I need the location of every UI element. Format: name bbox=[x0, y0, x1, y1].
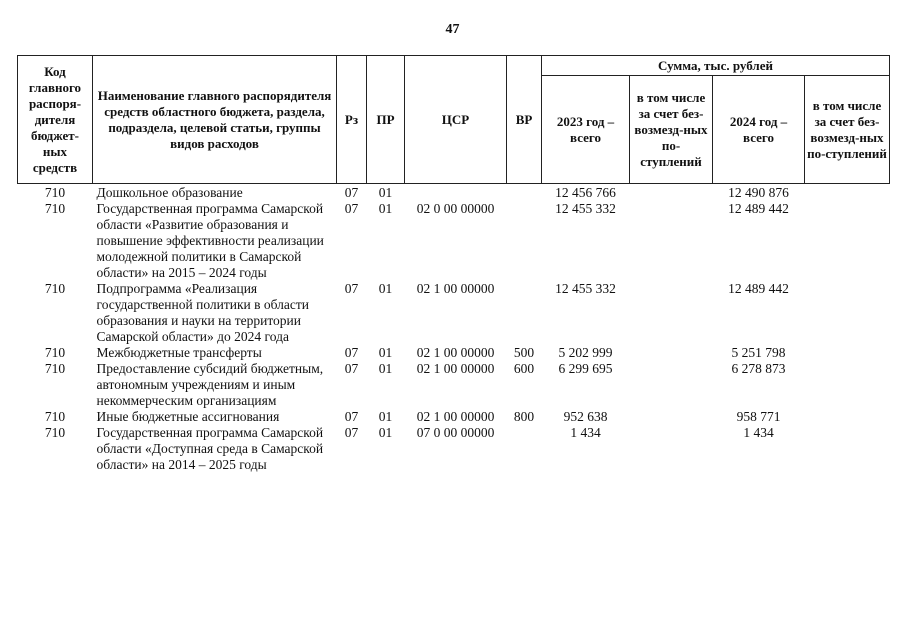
row-2023-grant bbox=[630, 201, 713, 281]
row-csr: 02 1 00 00000 bbox=[416, 409, 495, 424]
header-code: Код главного распоря-дителя бюджет-ных средств bbox=[18, 56, 93, 184]
row-pr: 01 bbox=[378, 409, 393, 424]
row-2023-grant bbox=[630, 281, 713, 345]
header-name: Наименование главного распорядителя средств областного бюджета, раздела, подраздела, целевой статьи, группы видов расходов bbox=[93, 56, 337, 184]
row-2024-grant bbox=[805, 425, 890, 473]
row-2023-total: 1 434 bbox=[570, 425, 601, 440]
row-name: Иные бюджетные ассигнования bbox=[96, 409, 280, 424]
table-row bbox=[18, 184, 890, 202]
row-csr: 02 1 00 00000 bbox=[416, 361, 495, 376]
row-code: 710 bbox=[44, 425, 66, 440]
row-2024-total: 6 278 873 bbox=[731, 361, 786, 376]
header-2023-total: 2023 год – всего bbox=[542, 76, 630, 184]
row-2023-grant bbox=[630, 184, 713, 202]
row-code: 710 bbox=[44, 345, 66, 360]
row-name: Государственная программа Самарской области «Развитие образования и повышение эффективности реализации молодежной политики в Самарской области» на 2015 – 2024 годы bbox=[96, 201, 324, 280]
table-row bbox=[18, 361, 890, 409]
row-csr: 02 1 00 00000 bbox=[416, 345, 495, 360]
row-name: Подпрограмма «Реализация государственной политики в области образования и науки на территории Самарской области» до 2024 года bbox=[96, 281, 310, 344]
row-csr: 02 0 00 00000 bbox=[416, 201, 495, 216]
row-2024-total: 958 771 bbox=[736, 409, 781, 424]
row-vr bbox=[507, 201, 542, 281]
row-code: 710 bbox=[44, 361, 66, 376]
row-2024-total: 12 489 442 bbox=[728, 201, 789, 216]
header-csr: ЦСР bbox=[405, 56, 507, 184]
row-csr: 02 1 00 00000 bbox=[416, 281, 495, 296]
row-rz: 07 bbox=[344, 345, 359, 360]
table-row bbox=[18, 281, 890, 345]
table-row bbox=[18, 425, 890, 473]
row-pr: 01 bbox=[378, 281, 393, 296]
table-row bbox=[18, 201, 890, 281]
row-2024-total: 5 251 798 bbox=[731, 345, 786, 360]
row-code: 710 bbox=[44, 409, 66, 424]
row-code: 710 bbox=[44, 281, 66, 296]
row-2024-grant bbox=[805, 184, 890, 202]
header-sum-group: Сумма, тыс. рублей bbox=[542, 56, 890, 76]
row-pr: 01 bbox=[378, 361, 393, 376]
header-vr: ВР bbox=[507, 56, 542, 184]
row-vr bbox=[507, 425, 542, 473]
row-rz: 07 bbox=[344, 409, 359, 424]
row-rz: 07 bbox=[344, 281, 359, 296]
row-2023-total: 5 202 999 bbox=[558, 345, 613, 360]
row-2023-grant bbox=[630, 361, 713, 409]
row-2024-grant bbox=[805, 361, 890, 409]
table-row bbox=[18, 409, 890, 425]
row-2023-total: 952 638 bbox=[563, 409, 608, 424]
row-vr: 800 bbox=[513, 409, 535, 424]
header-2024-total: 2024 год – всего bbox=[713, 76, 805, 184]
header-rz: Рз bbox=[337, 56, 367, 184]
row-2024-total: 12 489 442 bbox=[728, 281, 789, 296]
header-pr: ПР bbox=[367, 56, 405, 184]
row-2024-grant bbox=[805, 409, 890, 425]
header-2024-grant: в том числе за счет без-возмезд-ных по-ступлений bbox=[805, 76, 890, 184]
budget-table bbox=[17, 55, 890, 473]
row-2024-total: 12 490 876 bbox=[728, 185, 789, 200]
row-pr: 01 bbox=[378, 425, 393, 440]
row-code: 710 bbox=[44, 185, 66, 200]
row-2024-grant bbox=[805, 281, 890, 345]
row-2024-grant bbox=[805, 201, 890, 281]
header-2023-grant: в том числе за счет без-возмезд-ных по-ступлений bbox=[630, 76, 713, 184]
table-row bbox=[18, 345, 890, 361]
row-name: Государственная программа Самарской области «Доступная среда в Самарской области» на 2014 – 2025 годы bbox=[96, 425, 324, 472]
row-2023-grant bbox=[630, 409, 713, 425]
row-2023-total: 12 455 332 bbox=[555, 281, 616, 296]
row-code: 710 bbox=[44, 201, 66, 216]
row-2024-total: 1 434 bbox=[743, 425, 774, 440]
row-rz: 07 bbox=[344, 201, 359, 216]
row-2024-grant bbox=[805, 345, 890, 361]
row-vr: 500 bbox=[513, 345, 535, 360]
row-2023-total: 6 299 695 bbox=[558, 361, 613, 376]
row-name: Предоставление субсидий бюджетным, автономным учреждениям и иным некоммерческим организациям bbox=[96, 361, 324, 408]
row-rz: 07 bbox=[344, 361, 359, 376]
row-vr bbox=[507, 184, 542, 202]
row-pr: 01 bbox=[378, 345, 393, 360]
row-csr bbox=[405, 184, 507, 202]
row-name: Межбюджетные трансферты bbox=[96, 345, 262, 360]
page-number: 47 bbox=[445, 22, 460, 37]
row-rz: 07 bbox=[344, 425, 359, 440]
row-2023-grant bbox=[630, 345, 713, 361]
row-rz: 07 bbox=[344, 185, 359, 200]
row-name: Дошкольное образование bbox=[96, 185, 243, 200]
row-csr: 07 0 00 00000 bbox=[416, 425, 495, 440]
row-pr: 01 bbox=[378, 201, 393, 216]
row-pr: 01 bbox=[378, 185, 393, 200]
row-vr: 600 bbox=[513, 361, 535, 376]
row-vr bbox=[507, 281, 542, 345]
row-2023-grant bbox=[630, 425, 713, 473]
row-2023-total: 12 455 332 bbox=[555, 201, 616, 216]
row-2023-total: 12 456 766 bbox=[555, 185, 616, 200]
